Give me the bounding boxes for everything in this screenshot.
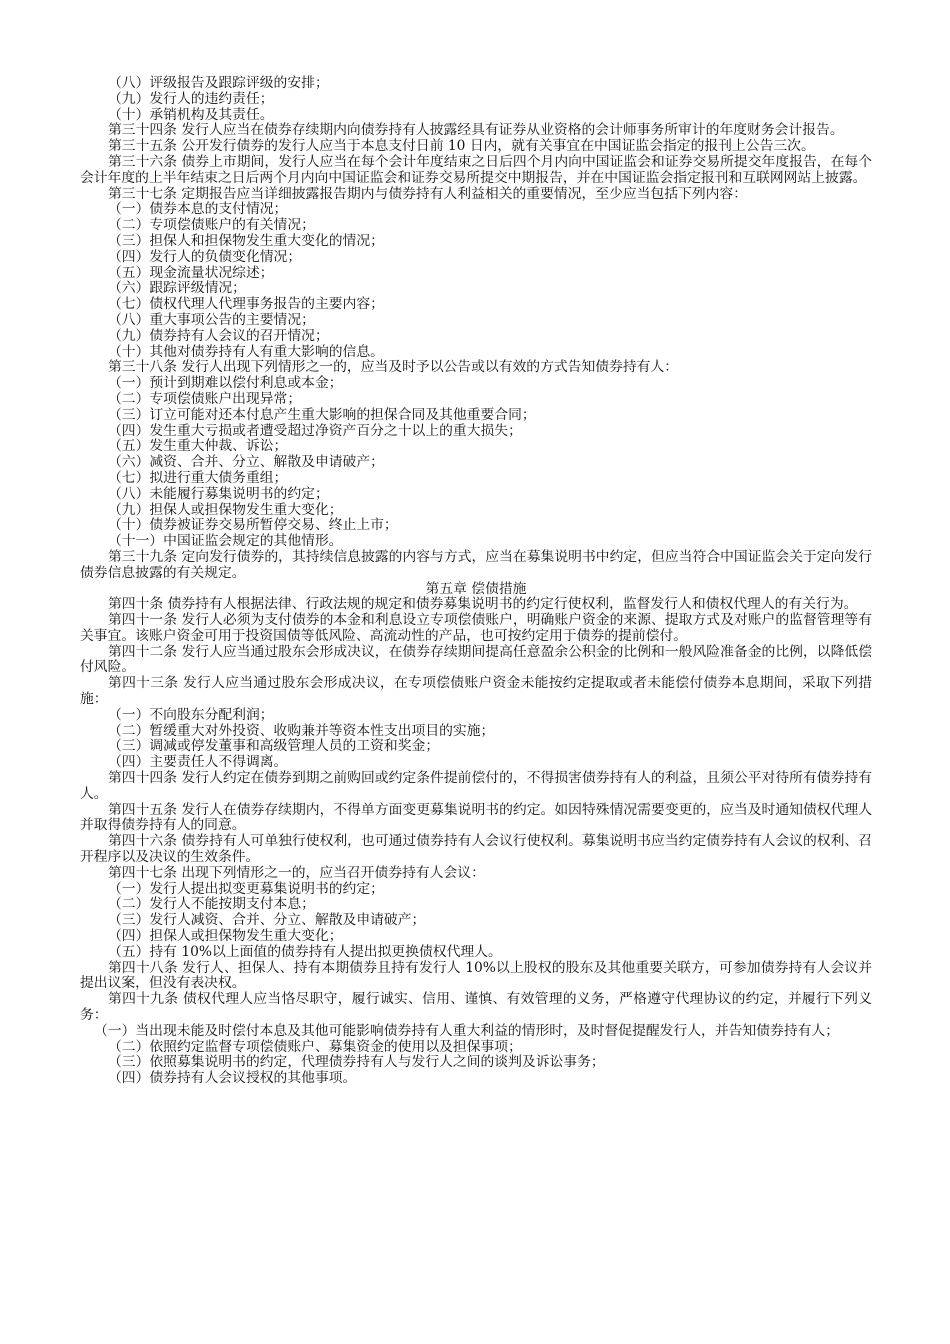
list-item: （十）债券被证券交易所暂停交易、终止上市； [108,517,398,534]
list-item: （二）专项偿债账户出现异常； [108,390,302,407]
list-item: （七）拟进行重大债务重组； [108,469,288,486]
list-item: （六）减资、合并、分立、解散及申请破产； [108,454,384,471]
article-paragraph: 第三十九条 定向发行债券的，其持续信息披露的内容与方式，应当在募集说明书中约定，但应当符合中国证监会关于定向发行债券信息披露的有关规定。 [80,548,872,581]
article-paragraph: 第三十六条 债券上市期间，发行人应当在每个会计年度结束之日后四个月内向中国证监会和证券交易所提交年度报告，在每个会计年度的上半年结束之日后两个月内向中国证监会和证券交易所提交中期报告，并在中国证监会指定报刊和互联网网站上披露。 [80,153,872,186]
list-item: （十一）中国证监会规定的其他情形。 [108,533,343,550]
article-paragraph: 第四十二条 发行人应当通过股东会形成决议，在债券存续期间提高任意盈余公积金的比例和一般风险准备金的比例，以降低偿付风险。 [80,643,872,676]
list-item: （八）未能履行募集说明书的约定； [108,485,329,502]
list-item: （一）债券本息的支付情况； [108,201,288,218]
list-item: （一）不向股东分配利润； [108,706,274,723]
list-item: （三）订立可能对还本付息产生重大影响的担保合同及其他重要合同； [108,406,536,423]
list-item: （二）专项偿债账户的有关情况； [108,217,315,234]
list-item: （十）承销机构及其责任。 [108,106,274,123]
list-item: （八）重大事项公告的主要情况； [108,311,315,328]
list-item: （七）债权代理人代理事务报告的主要内容； [108,296,384,313]
list-item: （十）其他对债券持有人有重大影响的信息。 [108,343,384,360]
article-paragraph: 第三十四条 发行人应当在债券存续期内向债券持有人披露经具有证券从业资格的会计师事务所审计的年度财务会计报告。 [108,122,844,139]
article-paragraph: 第四十五条 发行人在债券存续期内，不得单方面变更募集说明书的约定。如因特殊情况需要变更的，应当及时通知债权代理人并取得债券持有人的同意。 [80,801,872,834]
article-paragraph: 第四十条 债券持有人根据法律、行政法规的规定和债券募集说明书的约定行使权利，监督发行人和债权代理人的有关行为。 [108,596,858,613]
article-paragraph: 第四十七条 出现下列情形之一的，应当召开债券持有人会议： [108,864,485,881]
article-paragraph: 第四十六条 债券持有人可单独行使权利，也可通过债券持有人会议行使权利。募集说明书应当约定债券持有人会议的权利、召开程序以及决议的生效条件。 [80,833,872,866]
list-item: （五）发生重大仲裁、诉讼； [108,438,288,455]
list-item: （四）债券持有人会议授权的其他事项。 [108,1070,357,1087]
article-paragraph: 第四十三条 发行人应当通过股东会形成决议，在专项偿债账户资金未能按约定提取或者未能偿付债券本息期间，采取下列措施： [80,675,872,708]
list-item: （五）持有 10%以上面值的债券持有人提出拟更换债权代理人。 [108,943,502,960]
list-item: （三）担保人和担保物发生重大变化的情况； [108,232,384,249]
article-paragraph: 第三十八条 发行人出现下列情形之一的，应当及时予以公告或以有效的方式告知债券持有人： [108,359,679,376]
list-item: （三）调减或停发董事和高级管理人员的工资和奖金； [108,738,440,755]
article-paragraph: 第四十四条 发行人约定在债券到期之前购回或约定条件提前偿付的，不得损害债券持有人的利益，且须公平对待所有债券持有人。 [80,770,872,802]
list-item: （三）依照募集说明书的约定，代理债券持有人与发行人之间的谈判及诉讼事务； [108,1054,605,1071]
list-item: （一）预计到期难以偿付利息或本金； [108,375,343,392]
article-paragraph: 第四十一条 发行人必须为支付债券的本金和利息设立专项偿债账户，明确账户资金的来源、提取方式及对账户的监督管理等有关事宜。该账户资金可用于投资国债等低风险、高流动性的产品，也可按约定用于债券的提前偿付。 [80,612,872,644]
article-paragraph: 第三十七条 定期报告应当详细披露报告期内与债券持有人利益相关的重要情况，至少应当包括下列内容： [108,185,748,202]
list-item: （二）暂缓重大对外投资、收购兼并等资本性支出项目的实施； [108,722,495,739]
article-paragraph: 第三十五条 公开发行债券的发行人应当于本息支付日前 10 日内，就有关事宜在中国证监会指定的报刊上公告三次。 [108,138,815,155]
list-item: （二）依照约定监督专项偿债账户、募集资金的使用以及担保事项； [108,1038,522,1055]
list-item: （五）现金流量状况综述； [108,264,274,281]
article-paragraph: 第四十九条 债权代理人应当恪尽职守，履行诚实、信用、谨慎、有效管理的义务，严格遵守代理协议的约定，并履行下列义务： [80,991,872,1024]
list-item: （八）评级报告及跟踪评级的安排； [108,75,329,91]
list-item: （三）发行人减资、合并、分立、解散及申请破产； [108,912,426,929]
document-body [80,76,872,1087]
list-item: （四）主要责任人不得调离。 [108,754,288,771]
article-paragraph: 第四十八条 发行人、担保人、持有本期债券且持有发行人 10%以上股权的股东及其他重要关联方，可参加债券持有人会议并提出议案，但没有表决权。 [80,959,872,992]
list-item: （四）发行人的负债变化情况； [108,248,302,265]
list-item: （一）发行人提出拟变更募集说明书的约定； [108,880,384,897]
list-item: （九）发行人的违约责任； [108,90,274,107]
list-item: （九）担保人或担保物发生重大变化； [108,501,343,518]
list-item: （九）债券持有人会议的召开情况； [108,327,329,344]
list-item: （四）担保人或担保物发生重大变化； [108,928,343,945]
list-item: （二）发行人不能按期支付本息； [108,896,315,913]
list-item: （一）当出现未能及时偿付本息及其他可能影响债券持有人重大利益的情形时，及时督促提醒发行人，并告知债券持有人； [94,1022,840,1039]
list-item: （四）发生重大亏损或者遭受超过净资产百分之十以上的重大损失； [108,422,522,439]
list-item: （六）跟踪评级情况； [108,280,246,297]
chapter-heading: 第五章 偿债措施 [425,580,527,597]
